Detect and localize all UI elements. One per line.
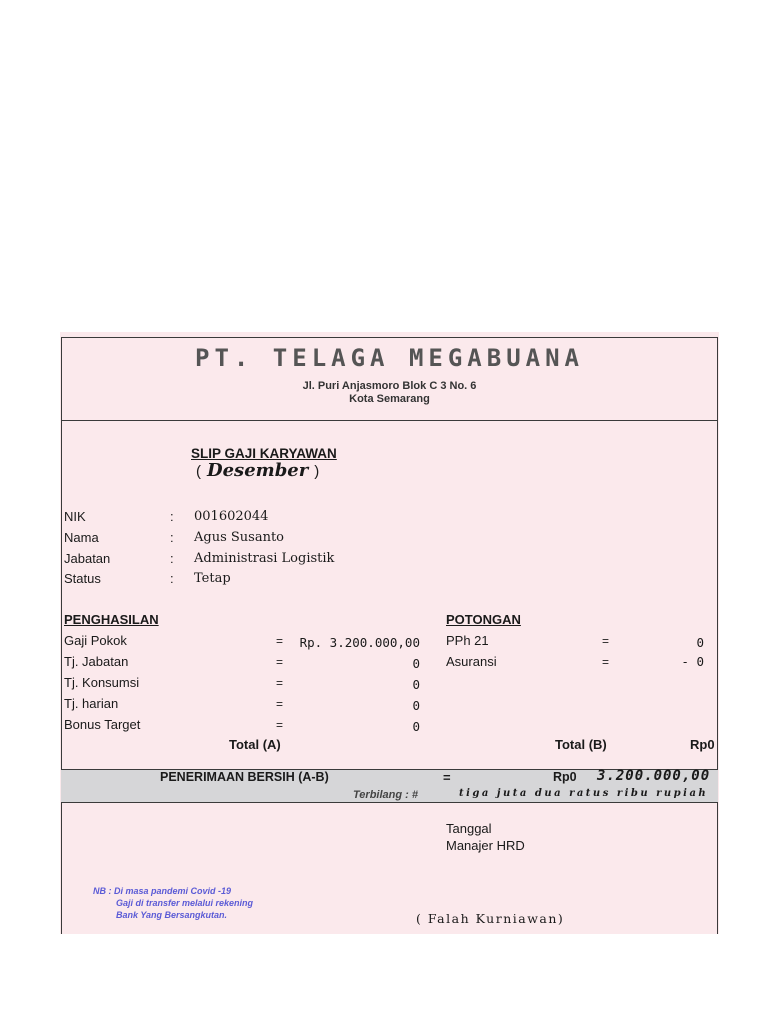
header-divider (61, 420, 718, 421)
income-total-label: Total (A) (229, 737, 281, 752)
month-name: Desember (207, 460, 309, 481)
deduction-total-value: Rp0 (690, 737, 715, 752)
deduction-label: Asuransi (446, 654, 497, 669)
status-colon: : (170, 571, 174, 586)
note-line: NB : Di masa pandemi Covid -19 (93, 886, 232, 896)
paren-open: ( (196, 463, 201, 480)
income-label: Gaji Pokok (64, 633, 127, 648)
deductions-heading: POTONGAN (446, 612, 521, 627)
signature-date-label: Tanggal (446, 821, 492, 836)
net-equals: = (443, 770, 451, 785)
position-label: Jabatan (64, 551, 111, 566)
deduction-equals: = (602, 655, 610, 669)
deduction-total-label: Total (B) (555, 737, 607, 752)
income-heading: PENGHASILAN (64, 612, 159, 627)
deduction-value: - 0 (681, 654, 704, 669)
nik-label: NIK (64, 509, 86, 524)
income-equals: = (276, 634, 284, 648)
income-equals: = (276, 718, 284, 732)
deduction-label: PPh 21 (446, 633, 489, 648)
income-value: 0 (412, 656, 420, 671)
slip-month (196, 460, 319, 481)
income-value: 0 (412, 719, 420, 734)
nik-colon: : (170, 509, 174, 524)
net-amount: 3.200.000,00 (597, 768, 711, 784)
note-line: Bank Yang Bersangkutan. (116, 910, 228, 920)
income-value: 0 (412, 698, 420, 713)
note-line: Gaji di transfer melalui rekening (116, 898, 254, 908)
terbilang-value: tiga juta dua ratus ribu rupiah (459, 788, 709, 799)
signature-role: Manajer HRD (446, 838, 525, 853)
deduction-value: 0 (696, 635, 704, 650)
deduction-equals: = (602, 634, 610, 648)
income-equals: = (276, 697, 284, 711)
name-value: Agus Susanto (194, 530, 285, 545)
nik-value: 001602044 (194, 509, 269, 524)
income-equals: = (276, 676, 284, 690)
slip-title: SLIP GAJI KARYAWAN (191, 446, 337, 461)
company-address: Jl. Puri Anjasmoro Blok C 3 No. 6 (302, 380, 477, 392)
income-value: 0 (412, 677, 420, 692)
name-label: Nama (64, 530, 99, 545)
income-label: Tj. Jabatan (64, 654, 129, 669)
status-label: Status (64, 571, 101, 586)
paren-close: ) (314, 463, 320, 480)
income-label: Bonus Target (64, 717, 141, 732)
company-city: Kota Semarang (349, 393, 430, 405)
income-equals: = (276, 655, 284, 669)
company-name: PT. TELAGA MEGABUANA (195, 344, 584, 372)
position-colon: : (170, 551, 174, 566)
income-label: Tj. harian (64, 696, 119, 711)
status-value: Tetap (194, 571, 231, 586)
income-value: Rp. 3.200.000,00 (299, 635, 420, 650)
name-colon: : (170, 530, 174, 545)
position-value: Administrasi Logistik (194, 551, 335, 566)
net-currency: Rp0 (553, 770, 577, 784)
signature-name: ( Falah Kurniawan) (416, 911, 565, 926)
net-label: PENERIMAAN BERSIH (A-B) (160, 770, 329, 784)
income-label: Tj. Konsumsi (64, 675, 140, 690)
terbilang-label: Terbilang : # (353, 789, 418, 801)
